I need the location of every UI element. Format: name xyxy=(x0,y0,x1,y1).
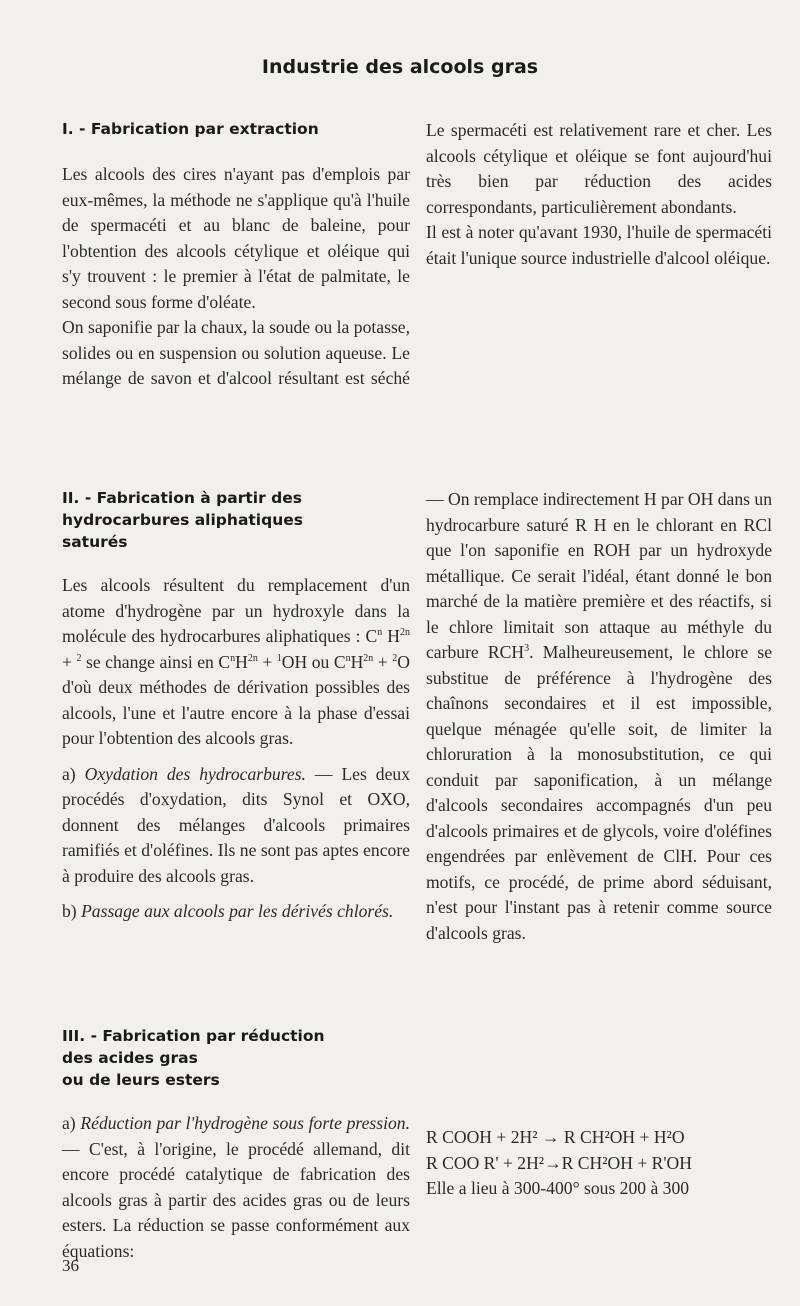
section2-paragraph-1-end: d'où deux méthodes de dérivation possibles des alcools, l'une et l'autre encore à la phase d'essai pour l'obtention des alcools gras. xyxy=(62,677,410,748)
section2-item-a-title: Oxydation des hydrocarbures. xyxy=(84,763,306,784)
equation-1: R COOH + 2H² → R CH²OH + H²O xyxy=(426,1127,685,1147)
section2-heading-line-3: saturés xyxy=(62,533,128,551)
section3-heading-line-2: des acides gras xyxy=(62,1049,198,1067)
section2-right-column xyxy=(426,487,772,946)
equation-2: R COO R' + 2H²→R CH²OH + R'OH xyxy=(426,1152,692,1173)
section3-heading-line-1: III. - Fabrication par réduction xyxy=(62,1027,325,1045)
section2-item-b-text-2: . Malheureusement, le chlore se substitue de préférence à l'hydrogène des chaînons secondaires et il est impossible, quelque ménagée qu'elle soit, de limiter la chloruration à la monosubstitution, ce qui conduit par saponification, à un mélange d'alcools secondaires accompagnés d'un peu d'alcools primaires et de glycols, voire d'oléfines engendrées par enlèvement de ClH. Pour ces motifs, ce procédé, de prime abord séduisant, n'est pour l'instant pas à retenir comme source d'alcools gras. xyxy=(426,642,773,943)
section1-paragraph-1: Les alcools des cires n'ayant pas d'emplois par eux-mêmes, la méthode ne s'applique qu'à l'huile de spermacéti et au blanc de baleine, pour l'obtention des alcools cétylique et oléique qui s'y trouvent : le premier à l'état de palmitate, le second sous forme d'oléate. xyxy=(62,164,410,312)
section2-paragraph-1: Les alcools résultent du remplacement d'un atome d'hydrogène par un hydroxyle dans la molécule des hydrocarbures aliphatiques : $C^n$ $H^{2n} + ^2$ se change ainsi en $C^nH^{2n} + ^1OH$ ou $C^nH^{2n} + ^2O$ d'où deux méthodes de dérivation possibles des alcools, l'une et l'autre encore à la phase d'essai pour l'obtention des alcools gras. xyxy=(62,575,410,748)
section1-right-column xyxy=(426,118,772,271)
section3-heading-line-3: ou de leurs esters xyxy=(62,1071,220,1089)
section3-item-a xyxy=(62,1111,410,1264)
page-title: Industrie des alcools gras xyxy=(261,56,539,78)
section3-right-column xyxy=(426,1125,772,1202)
section3-heading xyxy=(62,1025,410,1091)
page-number: 36 xyxy=(62,1256,79,1275)
section2-item-a xyxy=(62,762,410,890)
section3-item-a-title: Réduction par l'hydrogène sous forte pression. xyxy=(80,1113,410,1133)
section2-item-b-start xyxy=(62,899,410,925)
section3-left-column xyxy=(62,1025,410,1264)
section1-heading: I. - Fabrication par extraction xyxy=(62,120,319,138)
section2-heading xyxy=(62,487,410,553)
section2-item-b-body: — On remplace indirectement H par OH dans un hydrocarbure saturé R H en le chlorant en RCl que l'on saponifie en ROH par un hydroxyde métallique. Ce serait l'idéal, étant donné le bon marché de la matière première et des réactifs, si le chlore limitait son attaque au méthyle du carbure RCH$^3$. Malheureusement, le chlore se substitue de préférence à l'hydrogène des chaînons secondaires et il est impossible, quelque ménagée qu'elle soit, de limiter la chloruration à la monosubstitution, ce qui conduit par saponification, à un mélange d'alcools secondaires accompagnés d'un peu d'alcools primaires et de glycols, voire d'oléfines engendrées par enlèvement de ClH. Pour ces motifs, ce procédé, de prime abord séduisant, n'est pour l'instant pas à retenir comme source d'alcools gras. xyxy=(426,489,773,943)
section2-item-b-title: Passage aux alcools par les dérivés chlorés. xyxy=(81,901,394,921)
section1-paragraph-3: Le spermacéti est relativement rare et cher. Les alcools cétylique et oléique se font aujourd'hui très bien par réduction des acides correspondants, particulièrement abondants. xyxy=(426,120,772,217)
section2-item-a-label: a) xyxy=(62,763,76,784)
section3-item-a-text: — C'est, à l'origine, le procédé allemand, dit encore procédé catalytique de fabrication des alcools gras à partir des acides gras ou de leurs esters. La réduction se passe conformément aux équations: xyxy=(62,1138,410,1261)
section2-paragraph-1-text: Les alcools résultent du remplacement d'un atome d'hydrogène par un hydroxyle dans la molécule des hydrocarbures aliphatiques : C xyxy=(62,575,410,646)
section2-item-b-text: — On remplace indirectement H par OH dans un hydrocarbure saturé R H en le chlorant en RCl que l'on saponifie en ROH par un hydroxyde métallique. Ce serait l'idéal, étant donné le bon marché de la matière première et des réactifs, si le chlore limitait son attaque au méthyle du carbure RCH xyxy=(426,489,772,662)
section1-paragraph-2: On saponifie par la chaux, la soude ou la potasse, solides ou en suspension ou solution aqueuse. Le mélange de savon et d'alcool résultant est séché xyxy=(62,317,410,388)
section1-paragraph-4: Il est à noter qu'avant 1930, l'huile de spermacéti était l'unique source industrielle d'alcool oléique. xyxy=(426,222,772,268)
section2-item-a-text: — Les deux procédés d'oxydation, dits Synol et OXO, donnent des mélanges d'alcools primaires ramifiés et d'oléfines. Ils ne sont pas aptes encore à produire des alcools gras. xyxy=(62,763,410,886)
section3-tail: Elle a lieu à 300-400° sous 200 à 300 xyxy=(426,1178,690,1198)
section2-heading-line-1: II. - Fabrication à partir des xyxy=(62,489,302,507)
section2-left-column xyxy=(62,487,410,925)
section3-item-a-label: a) xyxy=(62,1113,76,1133)
section2-heading-line-2: hydrocarbures aliphatiques xyxy=(62,511,303,529)
section1-left-column xyxy=(62,118,410,391)
section2-item-b-label: b) xyxy=(62,901,77,921)
